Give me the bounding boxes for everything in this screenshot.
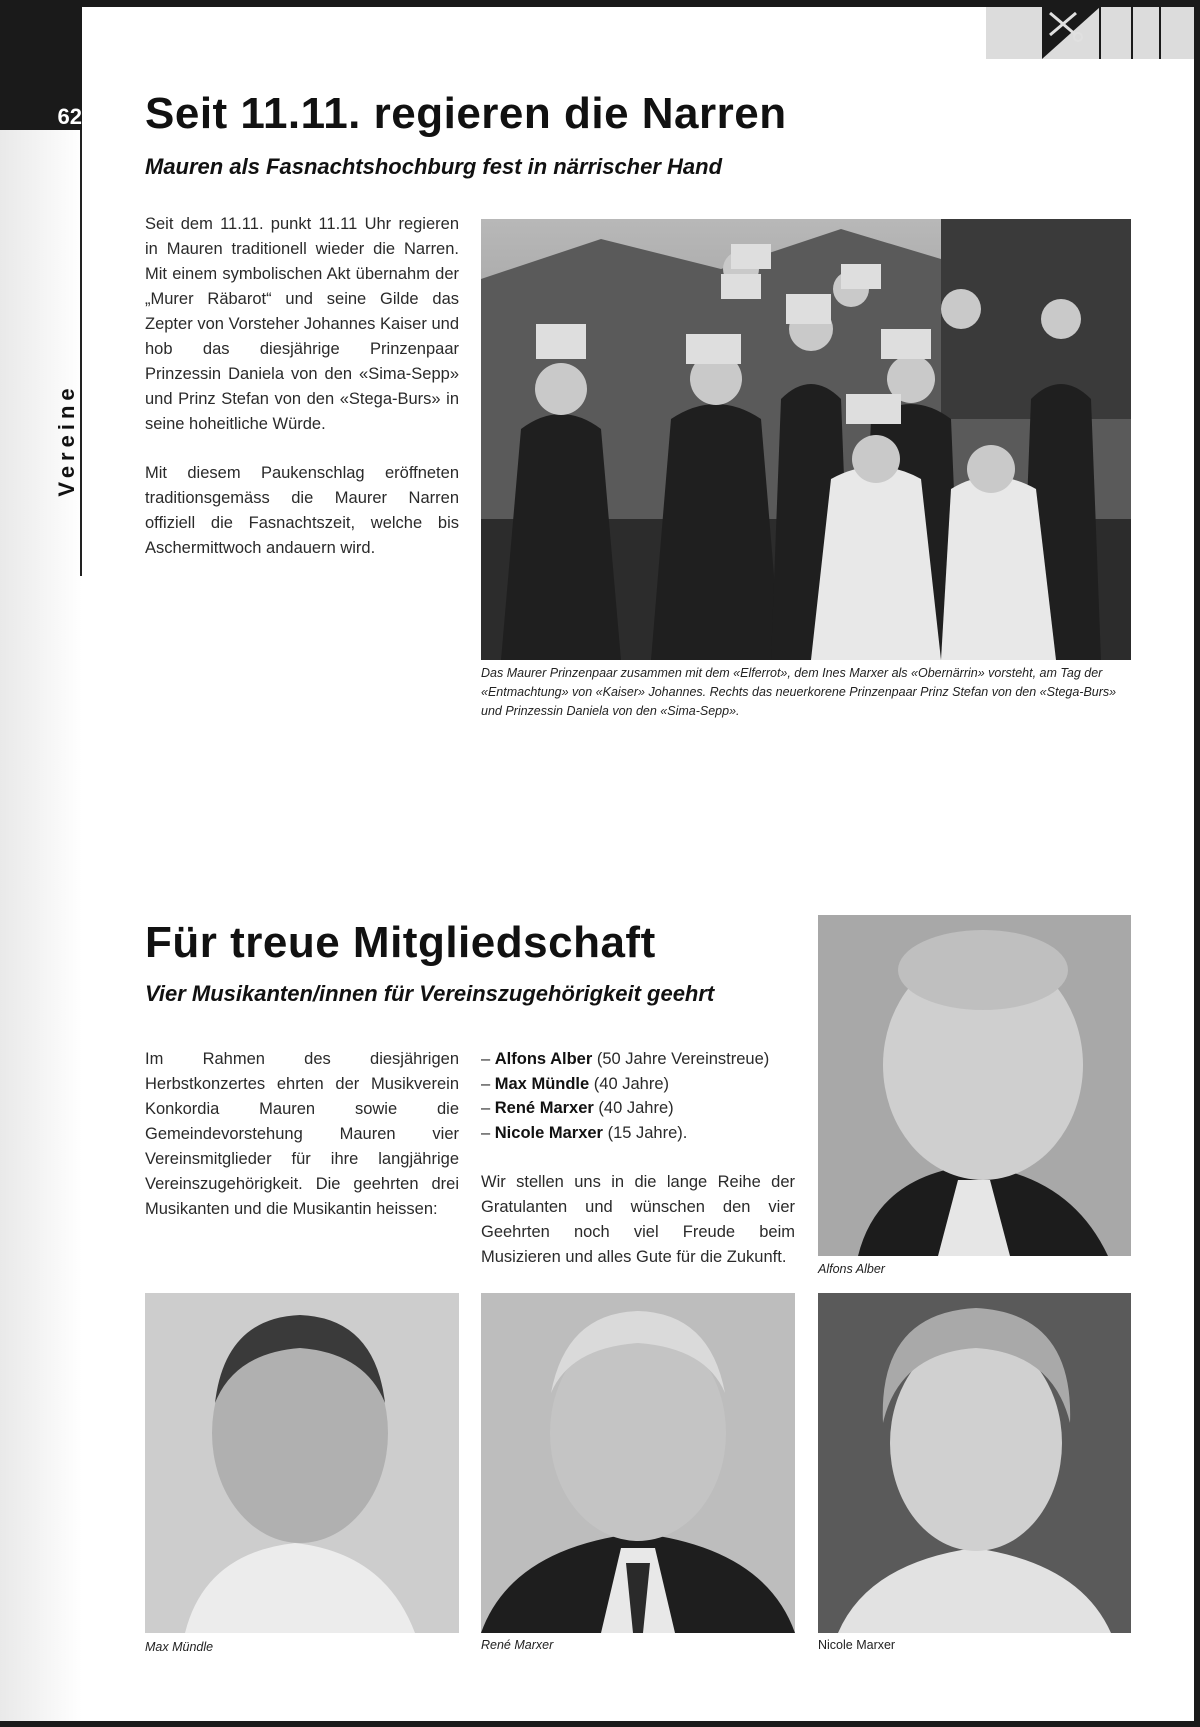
portrait-alfons-alber [818, 915, 1131, 1256]
list-item: – Nicole Marxer (15 Jahre). [481, 1123, 688, 1142]
article2-subtitle: Vier Musikanten/innen für Vereinszugehörigkeit geehrt [145, 981, 715, 1006]
portrait-caption-max: Max Mündle [145, 1640, 214, 1654]
article1-subtitle: Mauren als Fasnachtshochburg fest in närrischer Hand [145, 154, 723, 179]
page-number: 62 [57, 104, 82, 129]
portrait-nicole-marxer [818, 1293, 1131, 1633]
portrait-caption-rene: René Marxer [481, 1638, 554, 1652]
list-item: – Max Mündle (40 Jahre) [481, 1074, 669, 1093]
portrait-rene-marxer [481, 1293, 795, 1633]
right-border [1194, 0, 1200, 1727]
article1-body [145, 212, 459, 585]
honoree-list [481, 1047, 799, 1145]
group-photo-caption: Das Maurer Prinzenpaar zusammen mit dem «Elferrot», dem Ines Marxer als «Obernärrin» vorsteht, am Tag der «Entmachtung» von «Kaiser» Johannes. Rechts das neuerkorene Prinzenpaar Prinz Stefan von den «Stega-Burs» und Prinzessin Daniela von den «Sima-Sepp». [481, 666, 1117, 718]
bottom-border [0, 1721, 1200, 1727]
portrait-max-muendle [145, 1293, 459, 1633]
article2-closing: Wir stellen uns in die lange Reihe der Gratulanten und wünschen den vier Geehrten noch viel Freude beim Musizieren und alles Gute für die Zukunft. [481, 1173, 795, 1266]
portrait-caption-nicole: Nicole Marxer [818, 1638, 896, 1652]
portrait-caption-alfons: Alfons Alber [818, 1262, 885, 1276]
article1-title: Seit 11.11. regieren die Narren [145, 89, 787, 138]
article2-intro: Im Rahmen des diesjährigen Herbstkonzertes ehrten der Musikverein Konkordia Mauren sowie die Gemeindevorstehung Mauren vier Vereinsmitglieder für ihre langjährige Vereinszugehörigkeit. Die geehrten drei Musikanten und die Musikantin heissen: [145, 1050, 459, 1218]
list-item: – René Marxer (40 Jahre) [481, 1099, 674, 1117]
section-label: Vereine [54, 383, 79, 497]
top-border [0, 0, 1200, 7]
list-item: – Alfons Alber (50 Jahre Vereinstreue) [481, 1050, 770, 1068]
article1-paragraph: Mit diesem Paukenschlag eröffneten traditionsgemäss die Maurer Narren offiziell die Fasnachtszeit, welche bis Aschermittwoch andauern wird. [145, 464, 459, 557]
article1-paragraph: Seit dem 11.11. punkt 11.11 Uhr regieren in Mauren traditionell wieder die Narren. Mit einem symbolischen Akt übernahm der „Murer Räbarot“ und seine Gilde das Zepter von Vorsteher Johannes Kaiser und hob das diesjährige Prinzenpaar Prinzessin Daniela von den «Sima-Sepp» und Prinz Stefan von den «Stega-Burs» in seine hoheitliche Würde. [145, 215, 459, 433]
article2-title: Für treue Mitgliedschaft [145, 918, 656, 967]
crossed-tools-icon [986, 7, 1194, 59]
group-photo-narren [481, 219, 1131, 660]
